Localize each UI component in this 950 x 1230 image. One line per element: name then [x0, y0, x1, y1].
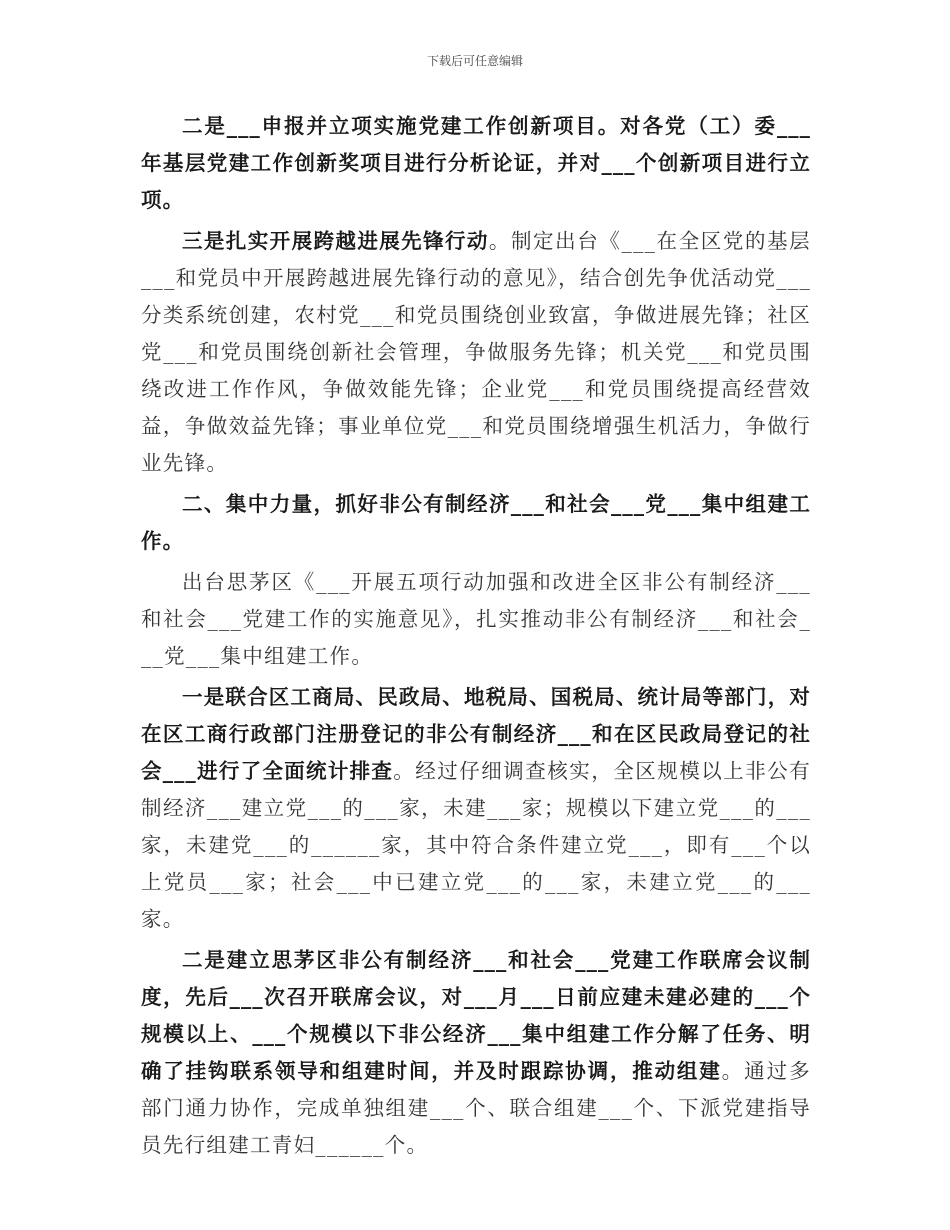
- bold-text: 二是___申报并立项实施党建工作创新项目。对各党（工）委___年基层党建工作创新奖项目进行分析论证，并对___个创新项目进行立项。: [141, 114, 811, 212]
- bold-text: 二、集中力量，抓好非公有制经济___和社会___党___集中组建工作。: [141, 492, 811, 553]
- paragraph-innovation-projects: [141, 108, 811, 219]
- normal-text: 出台思茅区《___开展五项行动加强和改进全区非公有制经济___和社会___党建工作的实施意见》，扎实推动非公有制经济___和社会___党___集中组建工作。: [141, 570, 811, 668]
- bold-text: 三是扎实开展跨越进展先锋行动: [182, 229, 489, 253]
- paragraph-implementation-opinion: [141, 564, 811, 675]
- normal-text: 。制定出台《___在全区党的基层___和党员中开展跨越进展先锋行动的意见》，结合创先争优活动党___分类系统创建，农村党___和党员围绕创业致富，争做进展先锋；社区党___和党员围绕创新社会管理，争做服务先锋；机关党___和党员围绕改进工作作风，争做效能先锋；企业党___和党员围绕提高经营效益，争做效益先锋；事业单位党___和党员围绕增强生机活力，争做行业先锋。: [141, 229, 811, 475]
- paragraph-statistics-survey: [141, 679, 811, 938]
- bold-text: 一是联合区工商局、民政局、地税局、国税局、统计局等部门，对在区工商行政部门注册登记的非公有制经济___和在区民政局登记的社会___进行了全面统计排查: [141, 685, 811, 783]
- document-body: [141, 108, 811, 1168]
- normal-text: 。通过多部门通力协作，完成单独组建___个、联合组建___个、下派党建指导员先行组建工青妇______个。: [141, 1059, 811, 1157]
- normal-text: 。经过仔细调查核实，全区规模以上非公有制经济___建立党___的___家，未建___家；规模以下建立党___的___家，未建党___的______家，其中符合条件建立党___，即有___个以上党员___家；社会___中已建立党___的___家，未建立党___的___家。: [141, 759, 811, 931]
- paragraph-pioneer-action: [141, 223, 811, 482]
- page-header: 下载后可任意编辑: [426, 54, 523, 68]
- section-heading: [141, 486, 811, 560]
- paragraph-joint-meeting: [141, 942, 811, 1164]
- bold-text: 二是建立思茅区非公有制经济___和社会___党建工作联席会议制度，先后___次召开联席会议，对___月___日前应建未建必建的___个规模以上、___个规模以下非公经济___集中组建工作分解了任务、明确了挂钩联系领导和组建时间，并及时跟踪协调，推动组建: [141, 948, 811, 1083]
